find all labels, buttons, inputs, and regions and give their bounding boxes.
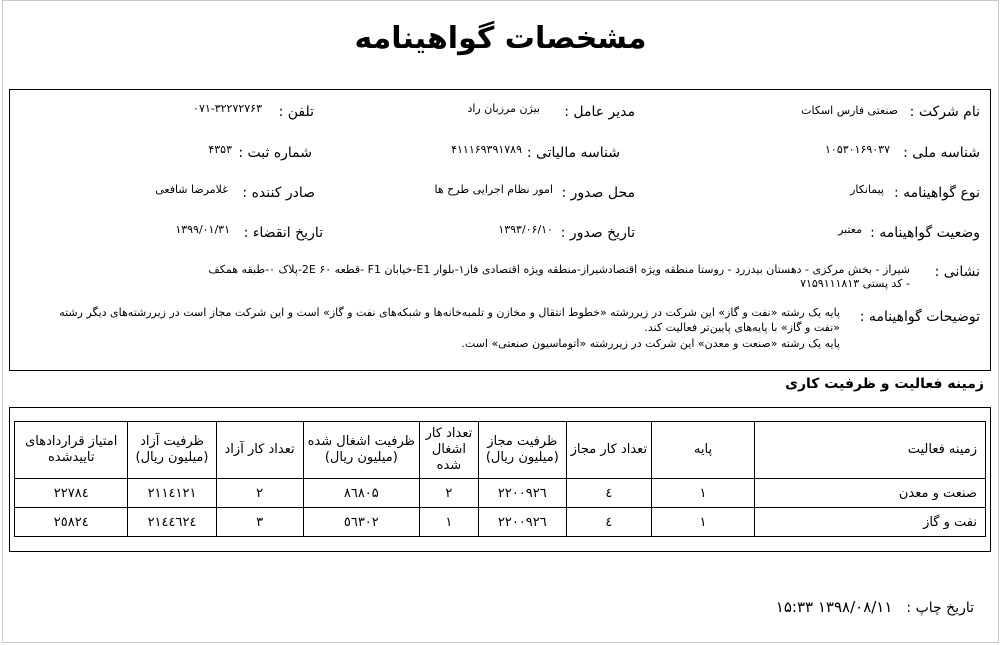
header-activity-field: زمینه فعالیت <box>755 422 986 479</box>
tax-id-label: شناسه مالیاتی : <box>526 145 620 161</box>
header-occupied-capacity: ظرفیت اشغال شده (میلیون ریال) <box>303 422 419 479</box>
cell-occupied-capacity: ۸٦۸۰۵ <box>303 479 419 508</box>
cell-free-jobs: ۲ <box>216 479 303 508</box>
phone-value: ۰۷۱-۳۲۲۷۲۷۶۳ <box>193 102 262 115</box>
table-row <box>15 508 986 537</box>
certificate-status-value: معتبر <box>838 223 862 236</box>
cell-activity-field: صنعت و معدن <box>755 479 986 508</box>
issue-place-value: امور نظام اجرایی طرح ها <box>434 183 553 196</box>
issue-date-value: ۱۳۹۳/۰۶/۱۰ <box>498 223 553 236</box>
description-line-1: پایه یک رشته «نفت و گاز» این شرکت در زیررشته «خطوط انتقال و مخازن و تلمبه‌خانه‌ها و شبکه‌های نفت و گاز» است و این شرکت مجاز است در زیررشته‌های دیگر رشته <box>59 306 840 319</box>
certificate-status-label: وضعیت گواهینامه : <box>870 225 980 241</box>
issue-place-label: محل صدور : <box>561 185 635 201</box>
issue-date-label: تاریخ صدور : <box>560 225 635 241</box>
section-title: زمینه فعالیت و ظرفیت کاری <box>785 376 984 392</box>
registration-number-label: شماره ثبت : <box>238 145 312 161</box>
certificate-info-box <box>9 89 991 371</box>
ceo-value: بیژن مرزبان راد <box>467 102 540 115</box>
issuer-value: غلامرضا شافعی <box>155 183 228 196</box>
cell-activity-field: نفت و گاز <box>755 508 986 537</box>
company-name-label: نام شرکت : <box>909 104 980 120</box>
cell-occupied-jobs: ۲ <box>420 479 479 508</box>
address-line-1: شیراز - بخش مرکزی - دهستان بیدزرد - روستا منطقه ویژه اقتصادشیراز-منطقه ویژه اقتصادی فاز۱-بلوار E1-خیابان F1 -قطعه ۶۰ 2E-پلاک ۰-طبقه همکف <box>208 263 910 276</box>
activity-table-box <box>9 407 991 552</box>
header-allowed-capacity: ظرفیت مجاز (میلیون ریال) <box>478 422 566 479</box>
cell-occupied-capacity: ٥٦۳۰۲ <box>303 508 419 537</box>
address-line-2: - کد پستی ۷۱۵۹۱۱۱۸۱۳ <box>800 277 910 290</box>
ceo-label: مدیر عامل : <box>564 104 635 120</box>
cell-grade: ۱ <box>651 479 754 508</box>
expiry-date-value: ۱۳۹۹/۰۱/۳۱ <box>175 223 230 236</box>
cell-grade: ۱ <box>651 508 754 537</box>
header-free-capacity: ظرفیت آزاد (میلیون ریال) <box>128 422 216 479</box>
cell-approved-contracts-score: ۲۲۷۸٤ <box>15 479 128 508</box>
certificate-type-value: پیمانکار <box>850 183 884 196</box>
cell-allowed-jobs: ٤ <box>566 479 651 508</box>
address-label: نشانی : <box>934 264 980 280</box>
registration-number-value: ۴۳۵۳ <box>208 143 232 156</box>
header-allowed-jobs: تعداد کار مجاز <box>566 422 651 479</box>
header-grade: پایه <box>651 422 754 479</box>
description-line-2: «نفت و گاز» با پایه‌های پایین‌تر فعالیت کند. <box>644 321 840 334</box>
activity-table <box>14 421 986 537</box>
header-approved-contracts-score: امتیاز قراردادهای تاییدشده <box>15 422 128 479</box>
cell-approved-contracts-score: ۲٥۸۲٤ <box>15 508 128 537</box>
cell-free-capacity: ۲۱۱٤۱۲۱ <box>128 479 216 508</box>
tax-id-value: ۴۱۱۱۶۹۳۹۱۷۸۹ <box>451 143 522 156</box>
cell-occupied-jobs: ۱ <box>420 508 479 537</box>
description-line-3: پایه یک رشته «صنعت و معدن» این شرکت در زیررشته «اتوماسیون صنعتی» است. <box>461 337 840 350</box>
table-row <box>15 479 986 508</box>
company-name-value: صنعتی فارس اسکات <box>801 104 898 117</box>
header-free-jobs: تعداد کار آزاد <box>216 422 303 479</box>
phone-label: تلفن : <box>278 104 314 120</box>
national-id-label: شناسه ملی : <box>903 145 980 161</box>
cell-allowed-capacity: ۲۲۰۰۹۲٦ <box>478 508 566 537</box>
certificate-type-label: نوع گواهینامه : <box>894 185 980 201</box>
cell-allowed-jobs: ٤ <box>566 508 651 537</box>
page-title: مشخصات گواهینامه <box>354 21 647 56</box>
description-label: توضیحات گواهینامه : <box>859 309 980 325</box>
cell-free-jobs: ۳ <box>216 508 303 537</box>
header-occupied-jobs: تعداد کار اشغال شده <box>420 422 479 479</box>
certificate-page <box>2 0 999 643</box>
national-id-value: ۱۰۵۳۰۱۶۹۰۳۷ <box>825 143 890 156</box>
table-header-row <box>15 422 986 479</box>
print-date-label: تاریخ چاپ : <box>906 600 974 616</box>
issuer-label: صادر کننده : <box>242 185 315 201</box>
cell-free-capacity: ۲۱٤٤٦۲٤ <box>128 508 216 537</box>
expiry-date-label: تاریخ انقضاء : <box>243 225 323 241</box>
cell-allowed-capacity: ۲۲۰۰۹۲٦ <box>478 479 566 508</box>
print-date-value: ۱۳۹۸/۰۸/۱۱ ۱۵:۳۳ <box>775 598 893 616</box>
print-date <box>776 598 974 616</box>
